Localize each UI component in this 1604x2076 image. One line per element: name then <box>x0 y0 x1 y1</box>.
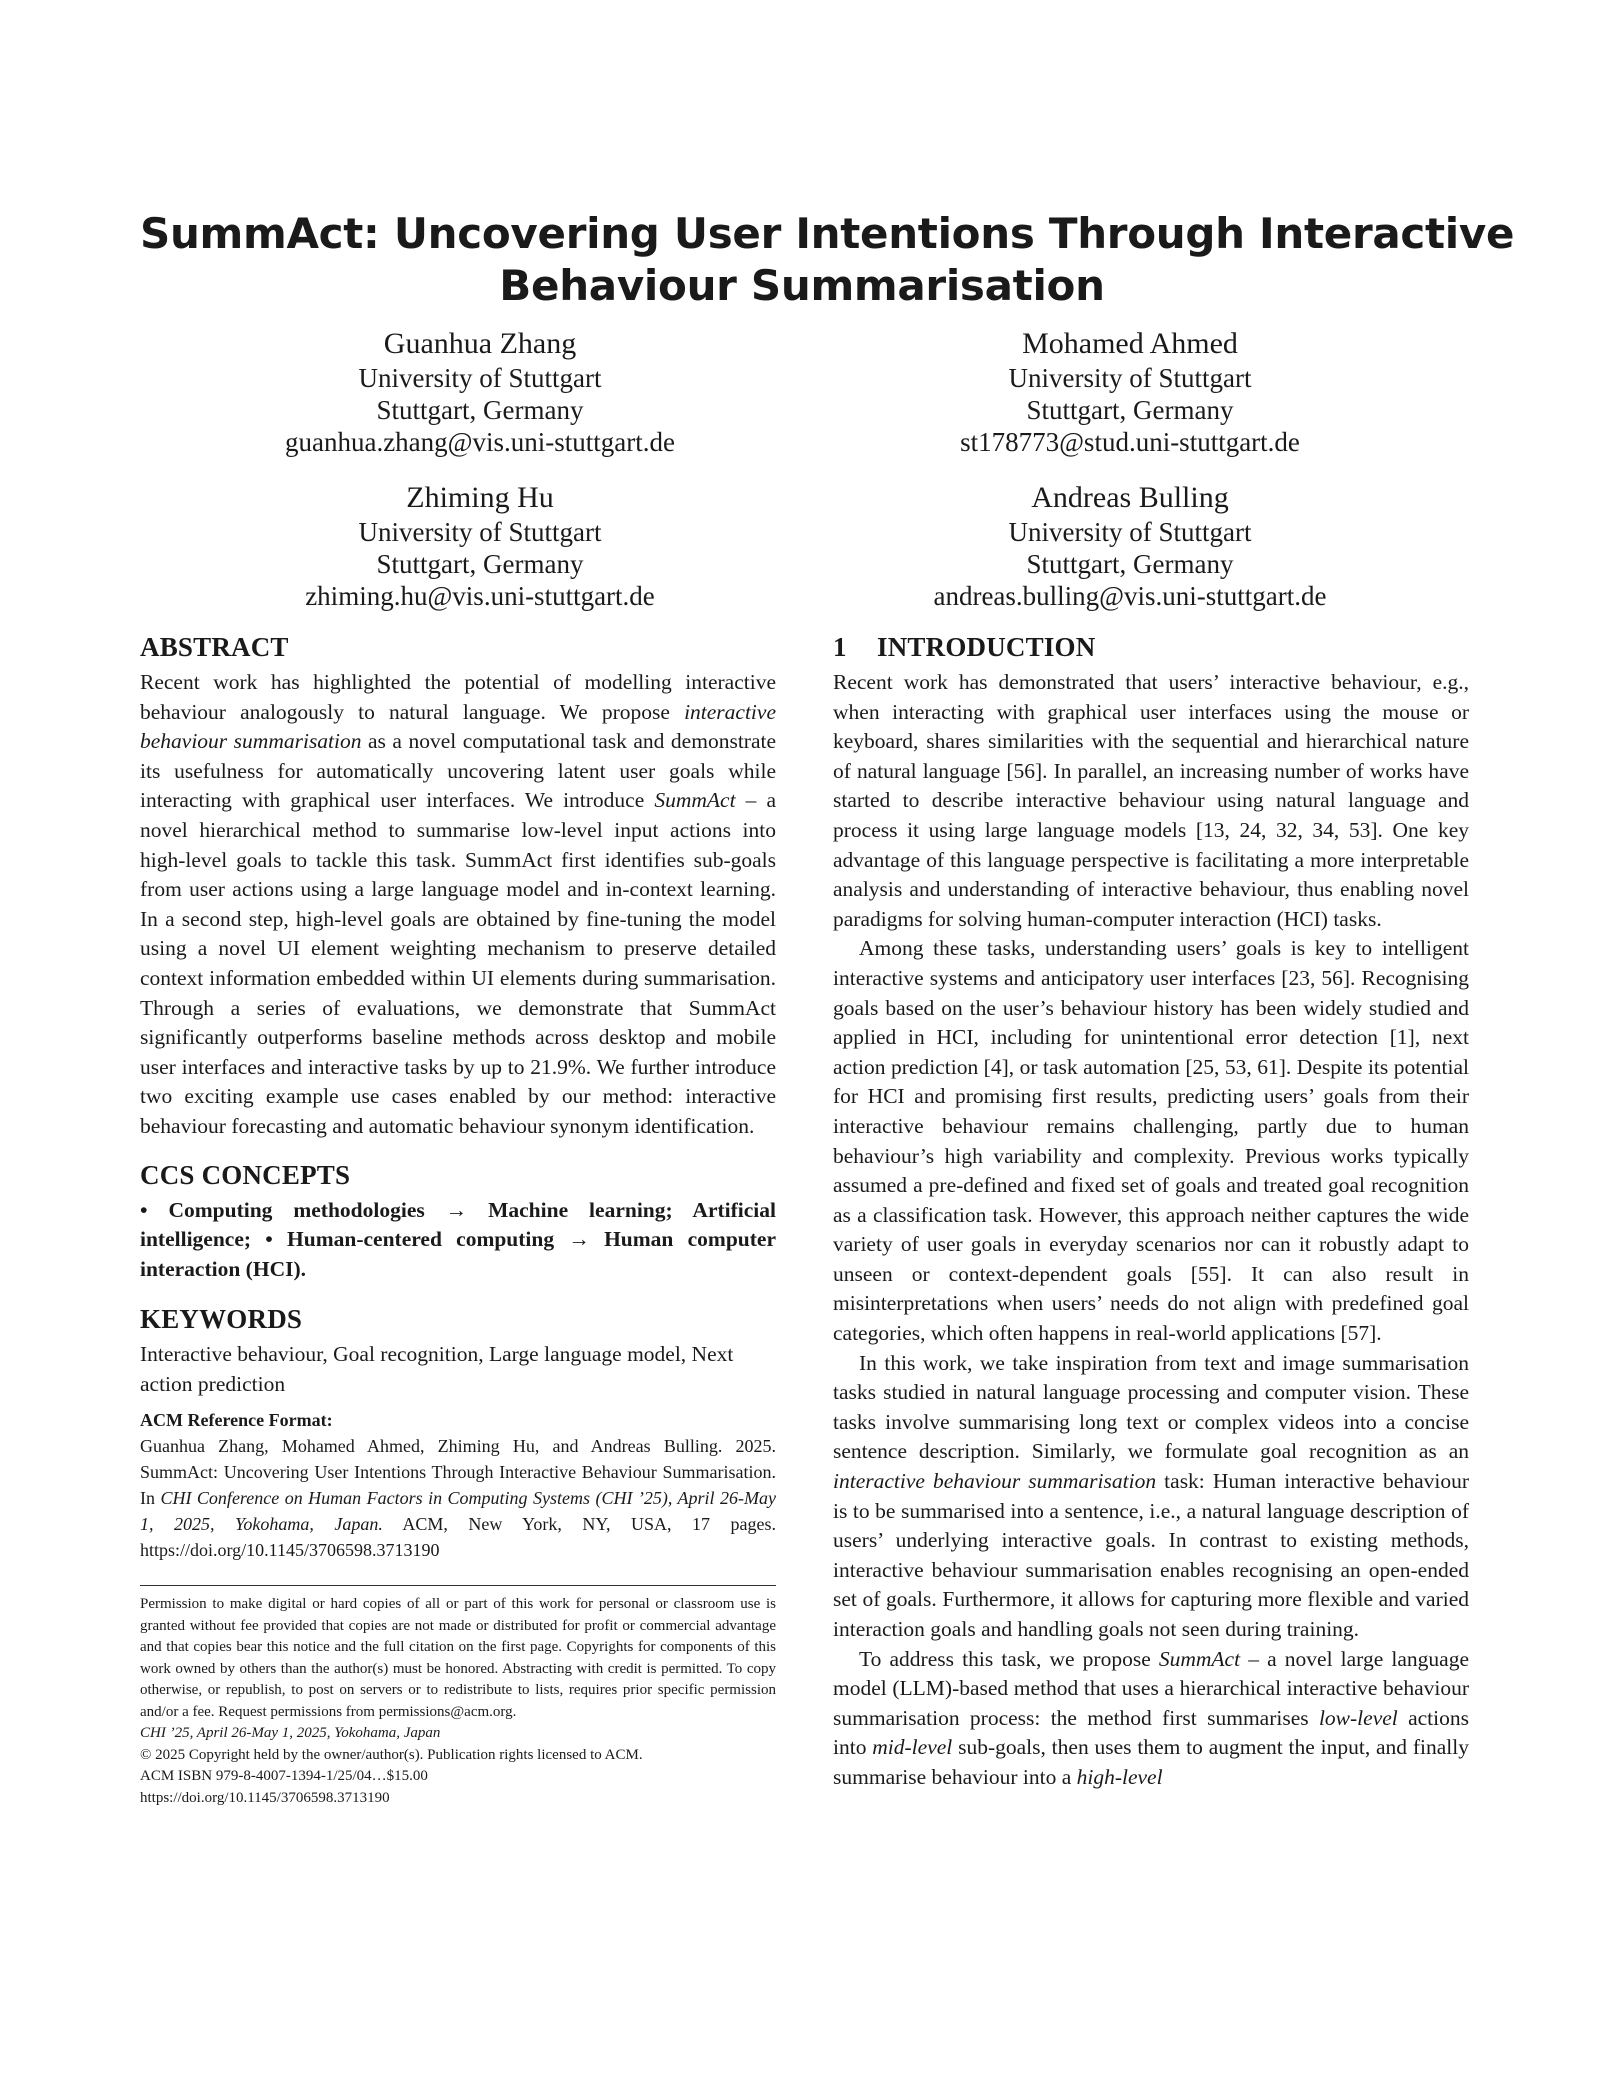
abstract-heading: ABSTRACT <box>140 632 289 662</box>
author-location: Stuttgart, Germany <box>1026 395 1234 425</box>
author-location: Stuttgart, Germany <box>376 549 584 579</box>
intro-heading <box>833 630 1469 664</box>
abstract-text: Recent work has highlighted the potential of modelling interactive behaviour analogously to natural language. We propose interactive behaviour summarisation as a novel computational task and demonstrate its usefulness for automatically uncovering latent user goals while interacting with graphical user interfaces. We introduce SummAct – a novel hierarchical method to summarise low-level input actions into high-level goals to tackle this task. SummAct first identifies sub-goals from user actions using a large language model and in-context learning. In a second step, high-level goals are obtained by fine-tuning the model using a novel UI element weighting mechanism to preserve detailed context information embedded within UI elements during summarisation. Through a series of evaluations, we demonstrate that SummAct significantly outperforms baseline methods across desktop and mobile user interfaces and interactive tasks by up to 21.9%. We further introduce two exciting example use cases enabled by our method: interactive behaviour forecasting and automatic behaviour synonym identification. <box>140 670 777 1138</box>
author-email: andreas.bulling@vis.uni-stuttgart.de <box>933 581 1327 611</box>
author-affiliation: University of Stuttgart <box>358 363 602 393</box>
paper-title <box>140 208 1515 312</box>
author-affiliation: University of Stuttgart <box>358 517 602 547</box>
conference-venue: CHI ’25, April 26-May 1, 2025, Yokohama, Japan <box>140 1725 441 1742</box>
right-column <box>833 630 1469 1793</box>
author-location: Stuttgart, Germany <box>1026 549 1234 579</box>
left-column <box>140 630 776 1809</box>
author-email: guanhua.zhang@vis.uni-stuttgart.de <box>284 427 676 457</box>
acm-reference-heading: ACM Reference Format: <box>140 1410 333 1431</box>
author-name: Guanhua Zhang <box>383 327 577 360</box>
isbn-line: ACM ISBN 979-8-4007-1394-1/25/04…$15.00 <box>140 1768 428 1785</box>
author-location: Stuttgart, Germany <box>376 395 584 425</box>
permission-notice: Permission to make digital or hard copies of all or part of this work for personal or classroom use is granted without fee provided that copies are not made or distributed for profit or commercial advantage and that copies bear this notice and the full citation on the first page. Copyrights for components of this work owned by others than the author(s) must be honored. Abstracting with credit is permitted. To copy otherwise, or republish, to post on servers or to redistribute to lists, requires prior specific permission and/or a fee. Request permissions from permissions@acm.org. <box>140 1596 776 1720</box>
ccs-text: • Computing methodologies → Machine learning; Artificial intelligence; • Human-centered computing → Human computer interaction (HCI). <box>140 1197 776 1281</box>
author-block <box>850 480 1410 612</box>
intro-paragraph: To address this task, we propose SummAct – a novel large language model (LLM)-based method that uses a hierarchical interactive behaviour summarisation process: the method first summarises low-level actions into mid-level sub-goals, then uses them to augment the input, and finally summarise behaviour into a high-level <box>833 1646 1469 1789</box>
author-block <box>850 326 1410 458</box>
copyright-line: © 2025 Copyright held by the owner/author(s). Publication rights licensed to ACM. <box>140 1746 643 1763</box>
doi-link[interactable]: https://doi.org/10.1145/3706598.3713190 <box>140 1789 390 1806</box>
intro-paragraph: In this work, we take inspiration from text and image summarisation tasks studied in natural language processing and computer vision. These tasks involve summarising long text or complex videos into a concise sentence description. Similarly, we formulate goal recognition as an interactive behaviour summarisation task: Human interactive behaviour is to be summarised into a sentence, i.e., a natural language description of users’ underlying interactive goals. In contrast to existing methods, interactive behaviour summarisation enables recognising an open-ended set of goals. Furthermore, it allows for capturing more flexible and varied interaction goals and handling goals not seen during training. <box>833 1350 1469 1641</box>
author-email: st178773@stud.uni-stuttgart.de <box>960 427 1300 457</box>
intro-paragraph: Recent work has demonstrated that users’ interactive behaviour, e.g., when interacting with graphical user interfaces using the mouse or keyboard, shares similarities with the sequential and hierarchical nature of natural language [56]. In parallel, an increasing number of works have started to describe interactive behaviour using natural language and process it using large language models [13, 24, 32, 34, 53]. One key advantage of this language perspective is facilitating a more interpretable analysis and understanding of interactive behaviour, thus enabling novel paradigms for solving human-computer interaction (HCI) tasks. <box>833 670 1469 931</box>
keywords-heading: KEYWORDS <box>140 1304 303 1335</box>
author-block <box>200 480 760 612</box>
author-name: Mohamed Ahmed <box>1022 327 1238 360</box>
title-line-2: Behaviour Summarisation <box>499 261 1105 310</box>
section-title: INTRODUCTION <box>877 632 1096 662</box>
keywords-text: Interactive behaviour, Goal recognition, Large language model, Next action prediction <box>140 1342 734 1396</box>
footnote-rule <box>140 1585 776 1586</box>
author-affiliation: University of Stuttgart <box>1008 517 1252 547</box>
intro-paragraph: Among these tasks, understanding users’ goals is key to intelligent interactive systems and anticipatory user interfaces [23, 56]. Recognising goals based on the user’s behaviour history has been widely studied and applied in HCI, including for unintentional error detection [1], next action prediction [4], or task automation [25, 53, 61]. Despite its potential for HCI and promising first results, predicting users’ goals from their interactive behaviour remains challenging, partly due to human behaviour’s high variability and complexity. Previous works typically assumed a pre-defined and fixed set of goals and treated goal recognition as a classification task. However, this approach neither captures the wide variety of user goals in everyday scenarios nor can it robustly adapt to unseen or context-dependent goals [55]. It can also result in misinterpretations when users’ needs do not align with predefined goal categories, which often happens in real-world applications [57]. <box>833 936 1469 1346</box>
author-name: Andreas Bulling <box>1031 481 1229 514</box>
acm-reference-text: Guanhua Zhang, Mohamed Ahmed, Zhiming Hu, and Andreas Bulling. 2025. SummAct: Uncovering User Intentions Through Interactive Behaviour Summarisation. In CHI Conference on Human Factors in Computing Systems (CHI ’25), April 26-May 1, 2025, Yokohama, Japan. ACM, New York, NY, USA, 17 pages. https://doi.org/10.1145/3706598.3713190 <box>140 1436 776 1561</box>
ccs-heading: CCS CONCEPTS <box>140 1159 351 1190</box>
title-line-1: SummAct: Uncovering User Intentions Through Interactive <box>140 209 1515 258</box>
section-number: 1 <box>833 632 847 662</box>
author-block <box>200 326 760 458</box>
author-email: zhiming.hu@vis.uni-stuttgart.de <box>305 581 655 611</box>
author-name: Zhiming Hu <box>406 481 554 514</box>
author-affiliation: University of Stuttgart <box>1008 363 1252 393</box>
